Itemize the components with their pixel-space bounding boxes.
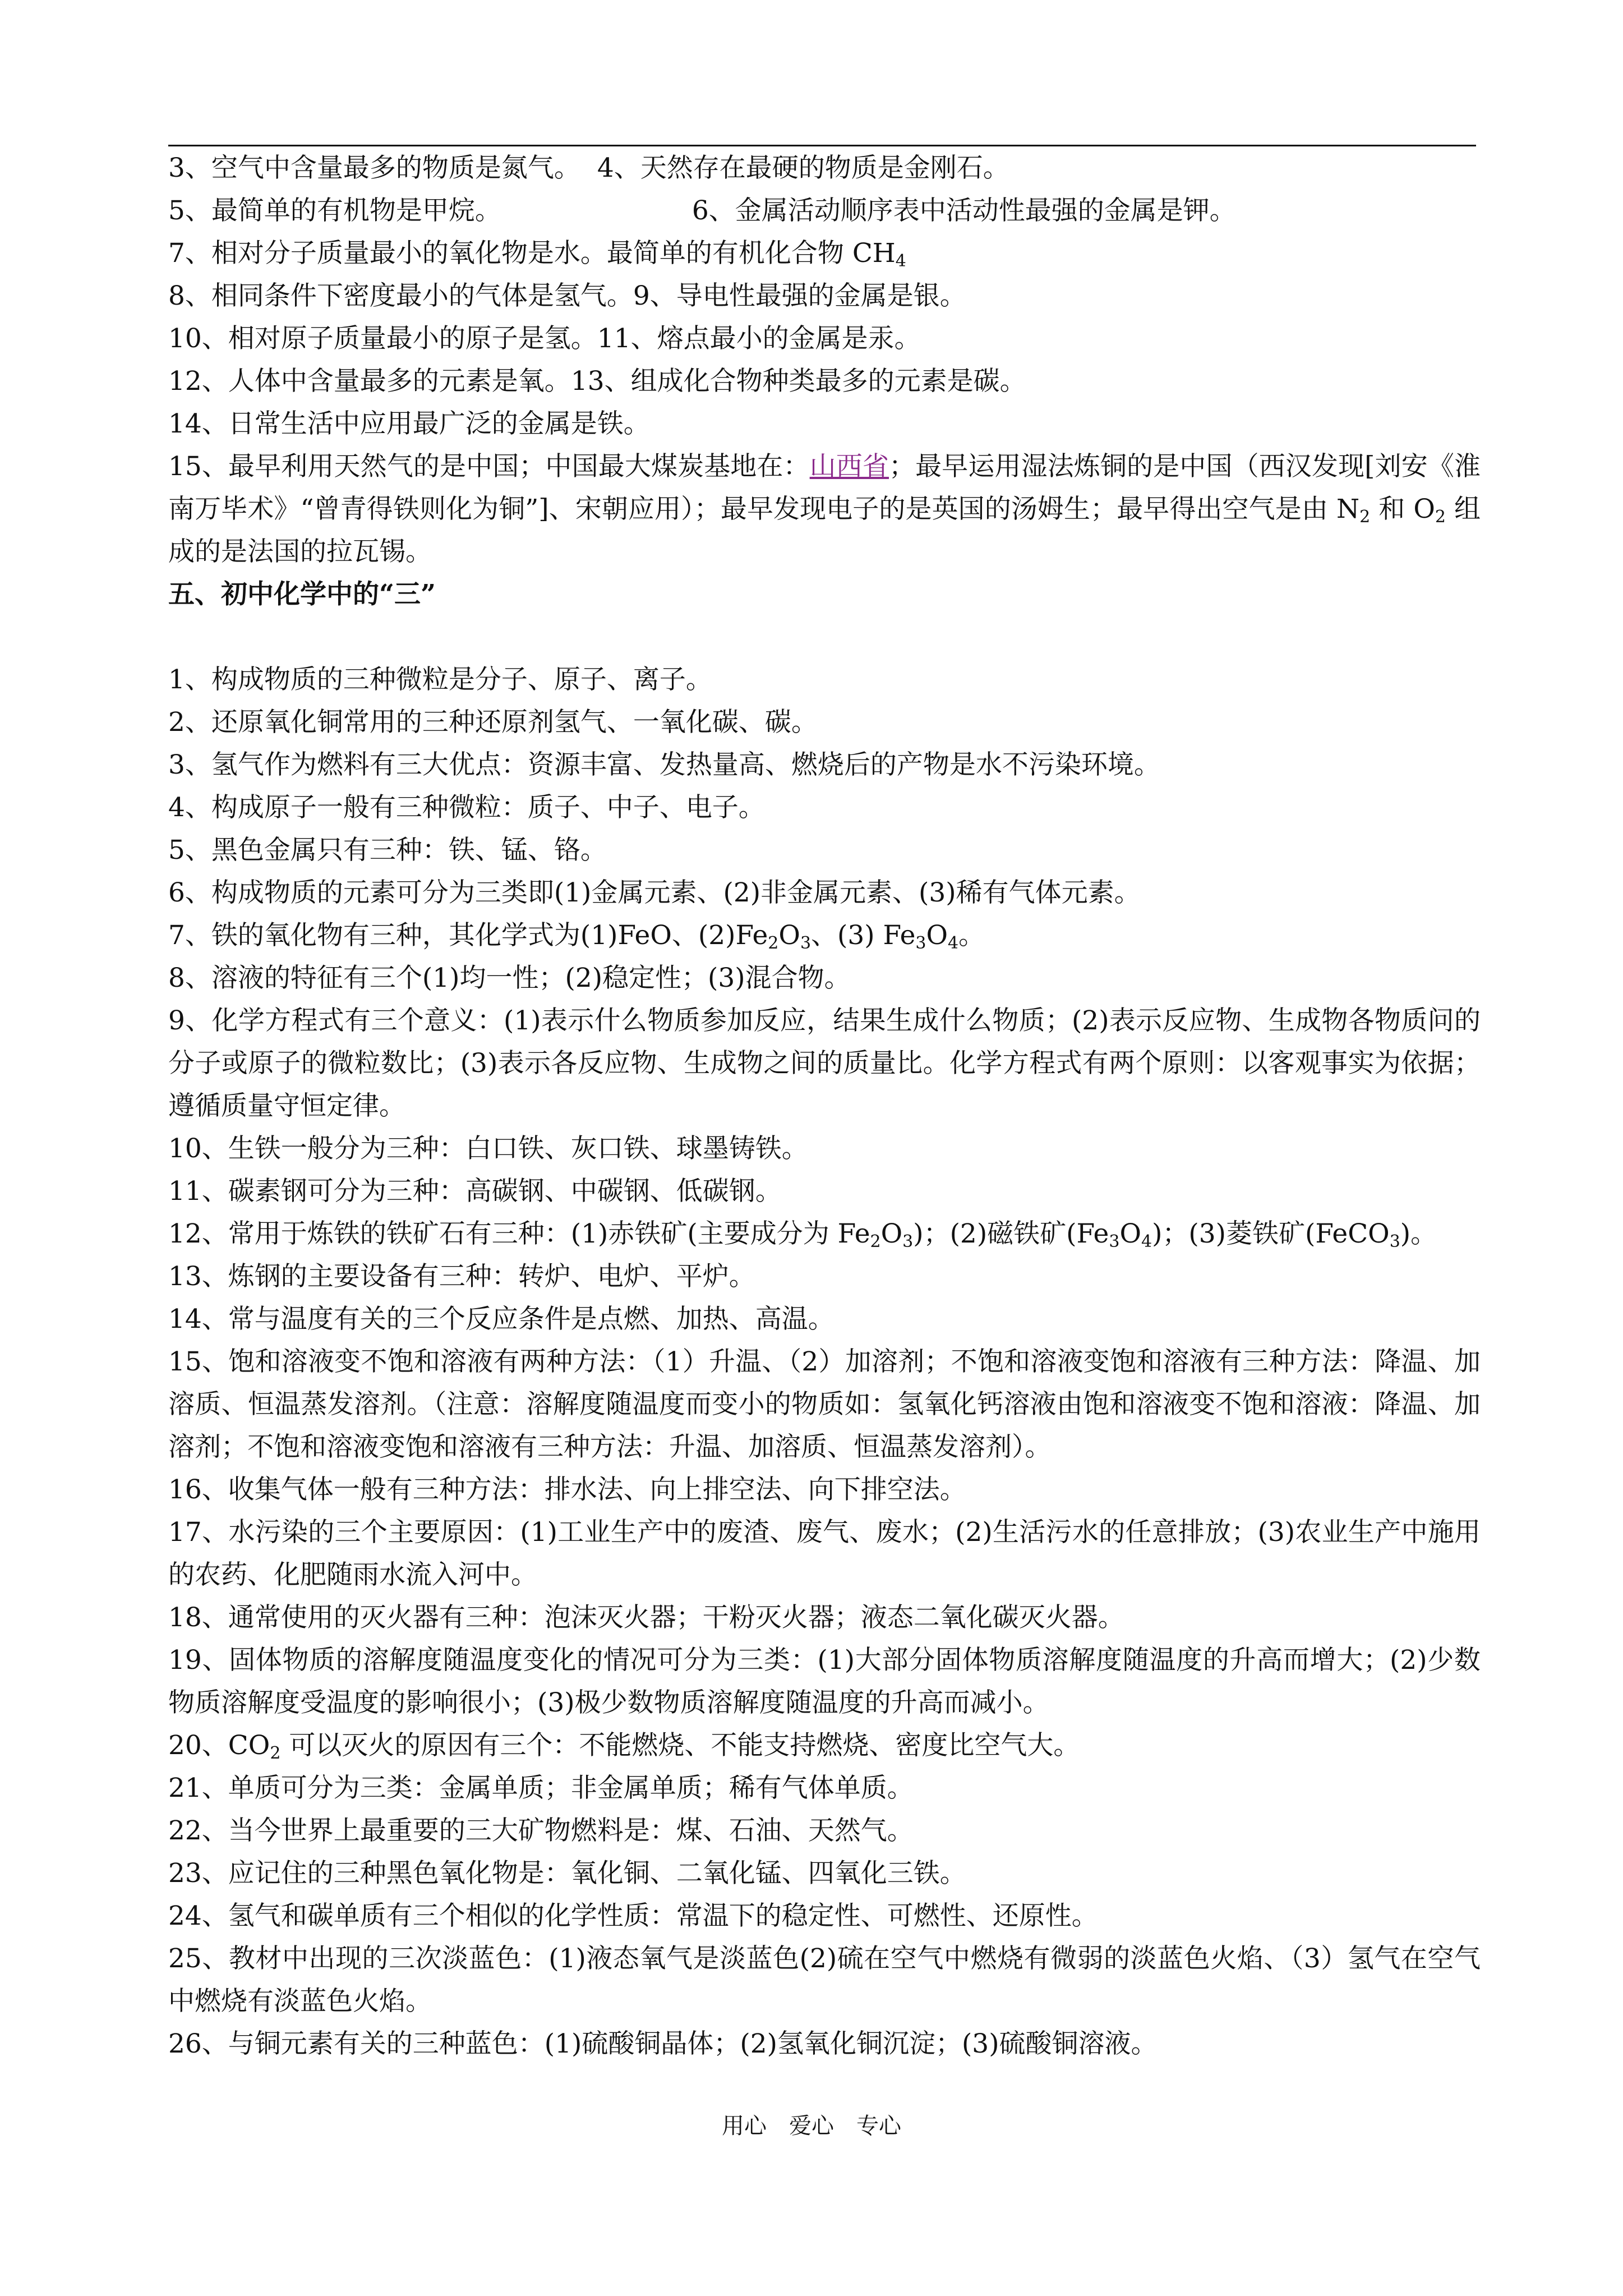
list-item: 12、常用于炼铁的铁矿石有三种：(1)赤铁矿(主要成分为 $Fe_2O_3$)；(2)磁铁矿$(Fe_3O_4)$；(3)菱铁矿(FeCO$_3$)。 [168, 1218, 1437, 1251]
fact-12-13: 12、人体中含量最多的元素是氧。13、组成化合物种类最多的元素是碳。 [168, 366, 1026, 397]
list-item: 7、铁的氧化物有三种，其化学式为(1)FeO、$(2)Fe_2O_3$、(3) $Fe_3O_4$。 [168, 920, 985, 953]
list-item: 13、炼钢的主要设备有三种：转炉、电炉、平炉。 [168, 1261, 755, 1292]
text-line [168, 147, 1481, 190]
section-heading: 五、初中化学中的“三” [168, 579, 436, 610]
list-item: 22、当今世界上最重要的三大矿物燃料是：煤、石油、天然气。 [168, 1815, 914, 1846]
list-item: 26、与铜元素有关的三种蓝色：(1)硫酸铜晶体；(2)氢氧化铜沉淀；(3)硫酸铜溶液。 [168, 2028, 1158, 2059]
list-item: 18、通常使用的灭火器有三种：泡沫灭火器；干粉灭火器；液态二氧化碳灭火器。 [168, 1602, 1124, 1633]
list-item: 24、氢气和碳单质有三个相似的化学性质：常温下的稳定性、可燃性、还原性。 [168, 1901, 1098, 1931]
list-item: 25、教材中出现的三次淡蓝色：(1)液态氧气是淡蓝色(2)硫在空气中燃烧有微弱的淡蓝色火焰、（3）氢气在空气中燃烧有淡蓝色火焰。 [168, 1943, 1481, 2017]
list-item: 3、氢气作为燃料有三大优点：资源丰富、发热量高、燃烧后的产物是水不污染环境。 [168, 749, 1160, 780]
list-item: 19、固体物质的溶解度随温度变化的情况可分为三类：(1)大部分固体物质溶解度随温度的升高而增大；(2)少数物质溶解度受温度的影响很小；(3)极少数物质溶解度随温度的升高而减小。 [168, 1645, 1481, 1718]
fact-5: 5、最简单的有机物是甲烷。 [168, 195, 501, 226]
blank-line [168, 616, 1481, 659]
list-item: 14、常与温度有关的三个反应条件是点燃、加热、高温。 [168, 1304, 834, 1335]
header-rule [168, 145, 1476, 146]
list-item: 5、黑色金属只有三种：铁、锰、铬。 [168, 835, 607, 866]
list-item: 6、构成物质的元素可分为三类即(1)金属元素、(2)非金属元素、(3)稀有气体元素。 [168, 877, 1141, 908]
list-item: 10、生铁一般分为三种：白口铁、灰口铁、球墨铸铁。 [168, 1133, 808, 1164]
fact-6: 6、金属活动顺序表中活动性最强的金属是钾。 [691, 195, 1236, 226]
fact-7: 7、相对分子质量最小的氧化物是水。最简单的有机化合物 $CH_4$ [168, 238, 906, 271]
document-body [168, 147, 1481, 2065]
fact-8-9: 8、相同条件下密度最小的气体是氢气。9、导电性最强的金属是银。 [168, 280, 966, 311]
list-item: 4、构成原子一般有三种微粒：质子、中子、电子。 [168, 792, 765, 823]
list-item: 15、饱和溶液变不饱和溶液有两种方法：（1）升温、（2）加溶剂；不饱和溶液变饱和溶液有三种方法：降温、加溶质、恒温蒸发溶剂。（注意：溶解度随温度而变小的物质如：氢氧化钙溶液由饱和溶液变不饱和溶液：降温、加溶剂；不饱和溶液变饱和溶液有三种方法：升温、加溶质、恒温蒸发溶剂）。 [168, 1346, 1481, 1462]
list-item: 23、应记住的三种黑色氧化物是：氧化铜、二氧化锰、四氧化三铁。 [168, 1858, 966, 1889]
page-footer: 用心 爱心 专心 [722, 2113, 901, 2139]
list-item: 11、碳素钢可分为三种：高碳钢、中碳钢、低碳钢。 [168, 1176, 782, 1207]
fact-3: 3、空气中含量最多的物质是氮气。 [168, 153, 580, 183]
list-item: 17、水污染的三个主要原因：(1)工业生产中的废渣、废气、废水；(2)生活污水的任意排放；(3)农业生产中施用的农药、化肥随雨水流入河中。 [168, 1517, 1481, 1590]
fact-10-11: 10、相对原子质量最小的原子是氢。11、熔点最小的金属是汞。 [168, 323, 921, 354]
list-item: 9、化学方程式有三个意义：(1)表示什么物质参加反应，结果生成什么物质；(2)表示反应物、生成物各物质问的分子或原子的微粒数比；(3)表示各反应物、生成物之间的质量比。化学方程式有两个原则：以客观事实为依据；遵循质量守恒定律。 [168, 1005, 1481, 1121]
text-line [168, 190, 1481, 232]
list-item: 8、溶液的特征有三个(1)均一性；(2)稳定性；(3)混合物。 [168, 963, 851, 993]
list-item: 20、$CO_2$ 可以灭火的原因有三个：不能燃烧、不能支持燃烧、密度比空气大。 [168, 1730, 1080, 1763]
list-item: 21、单质可分为三类：金属单质；非金属单质；稀有气体单质。 [168, 1773, 914, 1803]
fact-4: 4、天然存在最硬的物质是金刚石。 [597, 153, 1009, 183]
fact-14: 14、日常生活中应用最广泛的金属是铁。 [168, 408, 650, 439]
list-item: 2、还原氧化铜常用的三种还原剂氢气、一氧化碳、碳。 [168, 707, 818, 738]
list-item: 16、收集气体一般有三种方法：排水法、向上排空法、向下排空法。 [168, 1474, 966, 1505]
fact-15: 15、最早利用天然气的是中国；中国最大煤炭基地在：山西省；最早运用湿法炼铜的是中国（西汉发现[刘安《淮南万毕术》“曾青得铁则化为铜”]、宋朝应用）；最早发现电子的是英国的汤姆生；最早得出空气是由 $N_2$ 和 $O_2$ 组成的是法国的拉瓦锡。 [168, 451, 1481, 567]
shanxi-link[interactable]: 山西省 [809, 451, 889, 482]
list-item: 1、构成物质的三种微粒是分子、原子、离子。 [168, 664, 712, 695]
